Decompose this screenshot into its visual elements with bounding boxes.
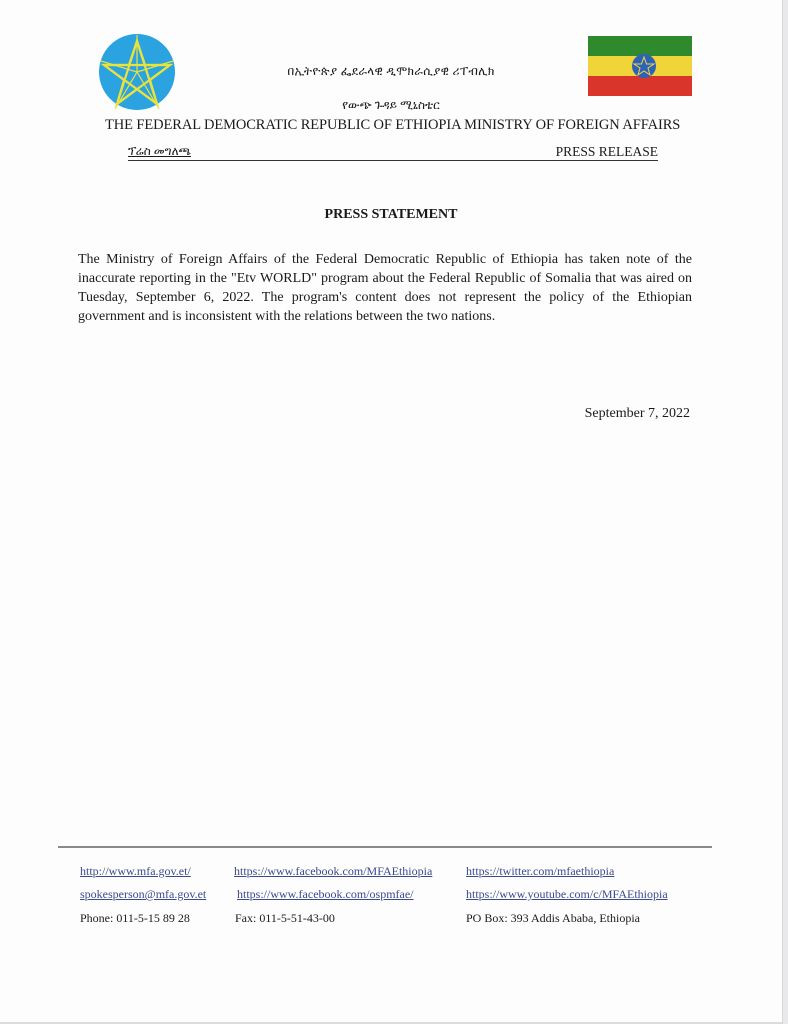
press-release-rule (128, 144, 658, 161)
press-release-label: PRESS RELEASE (555, 144, 658, 159)
statement-body: The Ministry of Foreign Affairs of the Federal Democratic Republic of Ethiopia has taken note of the inaccurate reporting in the "Etv WORLD" program about the Federal Republic of Somalia that was aired on Tuesday, September 6, 2022. The program's content does not represent the policy of the Ethiopian government and is inconsistent with the relations between the two nations. (78, 252, 692, 324)
amharic-ministry-name: የውጭ ጉዳይ ሚኒስቴር (342, 98, 440, 112)
po-box: PO Box: 393 Addis Ababa, Ethiopia (466, 911, 640, 925)
amharic-press-label: ፕሬስ መግለጫ (128, 144, 192, 158)
website-link[interactable]: http://www.mfa.gov.et/ (80, 864, 191, 878)
twitter-link[interactable]: https://twitter.com/mfaethiopia (466, 864, 615, 878)
statement-date: September 7, 2022 (584, 406, 690, 421)
youtube-link[interactable]: https://www.youtube.com/c/MFAEthiopia (466, 887, 668, 901)
facebook-link[interactable]: https://www.facebook.com/MFAEthiopia (234, 864, 433, 878)
ministry-title: THE FEDERAL DEMOCRATIC REPUBLIC OF ETHIOPIA MINISTRY OF FOREIGN AFFAIRS (105, 117, 681, 133)
amharic-country-name: በኢትዮጵያ ፌደራላዊ ዲሞክራሲያዊ ሪፐብሊክ (287, 64, 495, 78)
ethiopian-flag-icon (588, 36, 692, 96)
statement-title: PRESS STATEMENT (324, 207, 458, 222)
facebook-ospmfae-link[interactable]: https://www.facebook.com/ospmfae/ (237, 887, 414, 901)
fax-number: Fax: 011-5-51-43-00 (235, 911, 335, 925)
email-link[interactable]: spokesperson@mfa.gov.et (80, 887, 207, 901)
footer-divider (58, 846, 712, 848)
phone-number: Phone: 011-5-15 89 28 (80, 911, 190, 925)
